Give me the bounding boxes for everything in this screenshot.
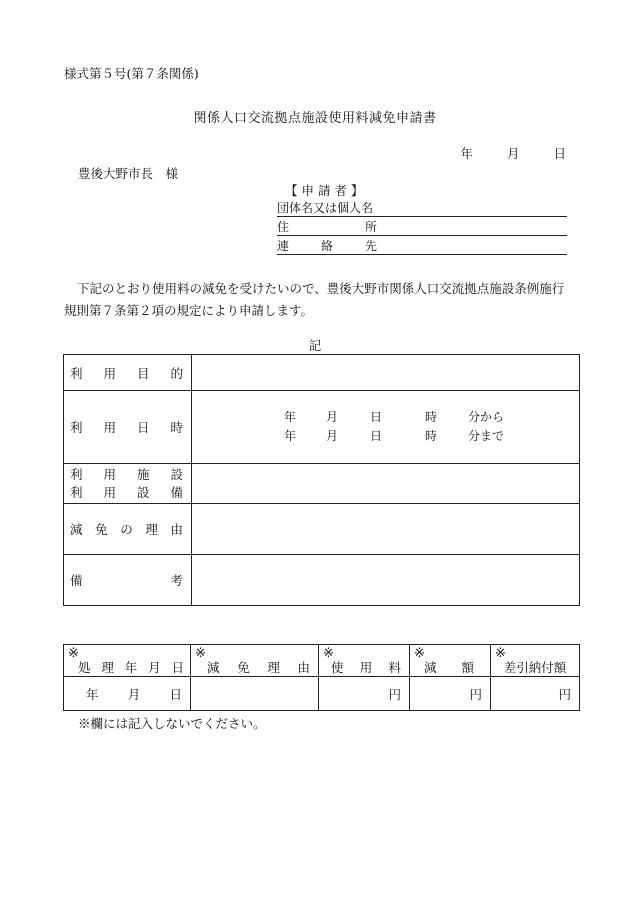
applicant-address-field[interactable] <box>277 219 567 236</box>
from-month: 月 <box>326 410 339 424</box>
equipment-label: 利 用 設 備 <box>70 484 183 500</box>
from-year: 年 <box>284 410 297 424</box>
to-month: 月 <box>326 429 339 443</box>
from-day: 日 <box>370 410 383 424</box>
applicant-contact-field[interactable] <box>277 238 567 255</box>
form-id: 様式第５号(第７条関係) <box>64 66 199 81</box>
net-payment-label: 差引納付額 <box>503 660 567 675</box>
header-processing-date <box>64 645 191 677</box>
fee-table <box>63 644 580 711</box>
reduction-reason-label: 減 免 理 由 <box>207 660 310 675</box>
footnote: ※欄には記入しないでください。 <box>78 716 266 731</box>
usage-fee-yen: 円 <box>388 686 401 702</box>
row-reason <box>64 504 580 555</box>
header-usage-fee <box>319 645 410 677</box>
mark-5: ※ <box>495 646 506 661</box>
row-facility <box>64 464 580 504</box>
page-title: 関係人口交流拠点施設使用料減免申請書 <box>193 111 437 126</box>
reduction-amount-value[interactable] <box>410 677 491 711</box>
mark-2: ※ <box>195 646 206 661</box>
applicant-name-field[interactable] <box>277 200 567 217</box>
applicant-heading: 【 申 請 者 】 <box>285 183 364 198</box>
to-day: 日 <box>370 429 383 443</box>
row-remarks <box>64 555 580 606</box>
remarks-label: 備 考 <box>70 573 183 588</box>
fee-header-row <box>64 645 580 677</box>
datetime-from <box>192 408 579 427</box>
processing-date-label: 処 理 年 月 日 <box>78 660 184 675</box>
reduction-amount-yen: 円 <box>469 686 482 702</box>
proc-month: 月 <box>127 686 141 702</box>
fee-value-row <box>64 677 580 711</box>
body-text: 下記のとおり使用料の減免を受けたいので、豊後大野市関係人口交流拠点施設条例施行規則第７条第２項の規定により申請します。 <box>64 281 565 318</box>
reduction-reason-value[interactable] <box>191 677 319 711</box>
usage-fee-value[interactable] <box>319 677 410 711</box>
addressee: 豊後大野市長 様 <box>78 166 179 181</box>
proc-year: 年 <box>86 686 99 702</box>
applicant-address-label: 住 所 <box>277 220 377 234</box>
net-payment-value[interactable] <box>491 677 580 711</box>
date-month: 月 <box>506 146 520 161</box>
header-net-payment <box>491 645 580 677</box>
to-hour: 時 <box>425 429 438 443</box>
datetime-to <box>192 427 579 446</box>
usage-fee-label: 使 用 料 <box>331 660 401 675</box>
mark-4: ※ <box>414 646 425 661</box>
mark-1: ※ <box>68 646 79 661</box>
date-day: 日 <box>553 146 566 161</box>
applicant-name-label: 団体名又は個人名 <box>277 201 374 215</box>
header-reduction-amount <box>410 645 491 677</box>
datetime-label: 利 用 日 時 <box>70 420 183 435</box>
purpose-value[interactable] <box>192 355 580 391</box>
applicant-contact-label: 連 絡 先 <box>277 239 377 253</box>
facility-value[interactable] <box>192 464 580 504</box>
datetime-value[interactable] <box>192 391 580 464</box>
proc-day: 日 <box>169 686 182 702</box>
from-hour: 時 <box>425 410 438 424</box>
to-minute: 分まで <box>468 429 505 443</box>
reason-value[interactable] <box>192 504 580 555</box>
facility-label: 利 用 施 設 <box>70 466 183 482</box>
row-purpose <box>64 355 580 391</box>
date-line <box>430 144 566 162</box>
ki-heading: 記 <box>308 338 322 353</box>
usage-table <box>63 354 580 606</box>
mark-3: ※ <box>323 646 334 661</box>
to-year: 年 <box>284 429 297 443</box>
reason-label: 減 免 の 理 由 <box>70 522 183 537</box>
remarks-value[interactable] <box>192 555 580 606</box>
processing-date-value[interactable] <box>64 677 191 711</box>
from-minute: 分から <box>468 410 505 424</box>
net-payment-yen: 円 <box>558 686 571 702</box>
header-reduction-reason <box>191 645 319 677</box>
date-year: 年 <box>460 146 473 161</box>
reduction-amount-label: 減 額 <box>424 660 474 675</box>
purpose-label: 利 用 目 的 <box>70 365 183 381</box>
row-datetime <box>64 391 580 464</box>
